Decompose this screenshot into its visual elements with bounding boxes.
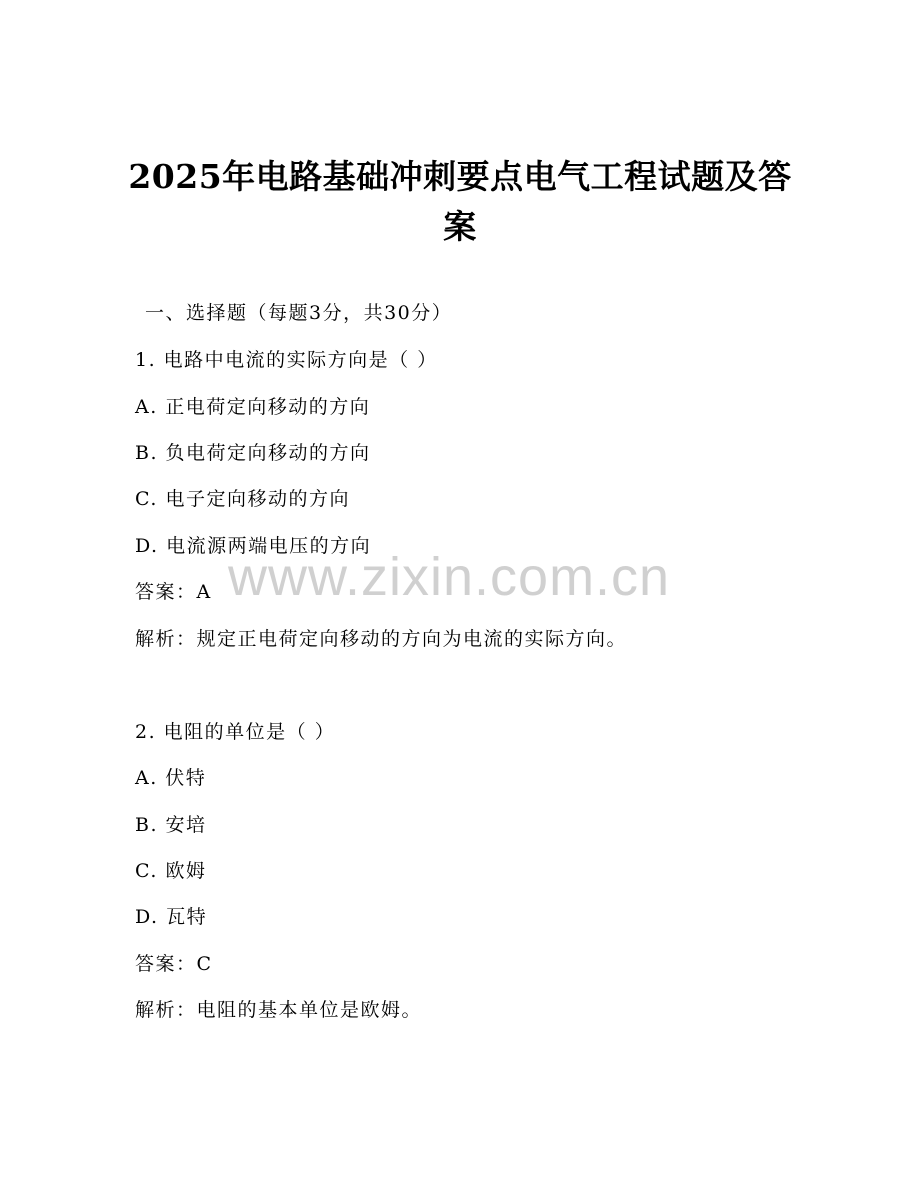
- question-1-explanation: 解析：规定正电荷定向移动的方向为电流的实际方向。: [135, 628, 628, 650]
- question-2-option-c: C. 欧姆: [135, 860, 207, 882]
- question-2-option-a: A. 伏特: [135, 767, 207, 789]
- question-1-stem: 1. 电路中电流的实际方向是（ ）: [135, 349, 438, 371]
- question-2-answer: 答案：C: [135, 953, 213, 975]
- question-1-option-a: A. 正电荷定向移动的方向: [135, 396, 371, 418]
- question-1-option-c: C. 电子定向移动的方向: [135, 488, 350, 510]
- question-2-option-b: B. 安培: [135, 814, 207, 836]
- question-1-option-b: B. 负电荷定向移动的方向: [135, 442, 371, 464]
- question-2-option-d: D. 瓦特: [135, 906, 208, 928]
- question-2-explanation: 解析：电阻的基本单位是欧姆。: [135, 999, 423, 1021]
- document-title: 2025年电路基础冲刺要点电气工程试题及答案: [128, 157, 792, 246]
- site-watermark: www.zixin.com.cn: [228, 547, 671, 607]
- section-heading: 一、选择题（每题3分，共30分）: [145, 302, 453, 324]
- question-1-option-d: D. 电流源两端电压的方向: [135, 535, 372, 557]
- question-1-answer: 答案：A: [135, 581, 212, 603]
- question-2-stem: 2. 电阻的单位是（ ）: [135, 721, 336, 743]
